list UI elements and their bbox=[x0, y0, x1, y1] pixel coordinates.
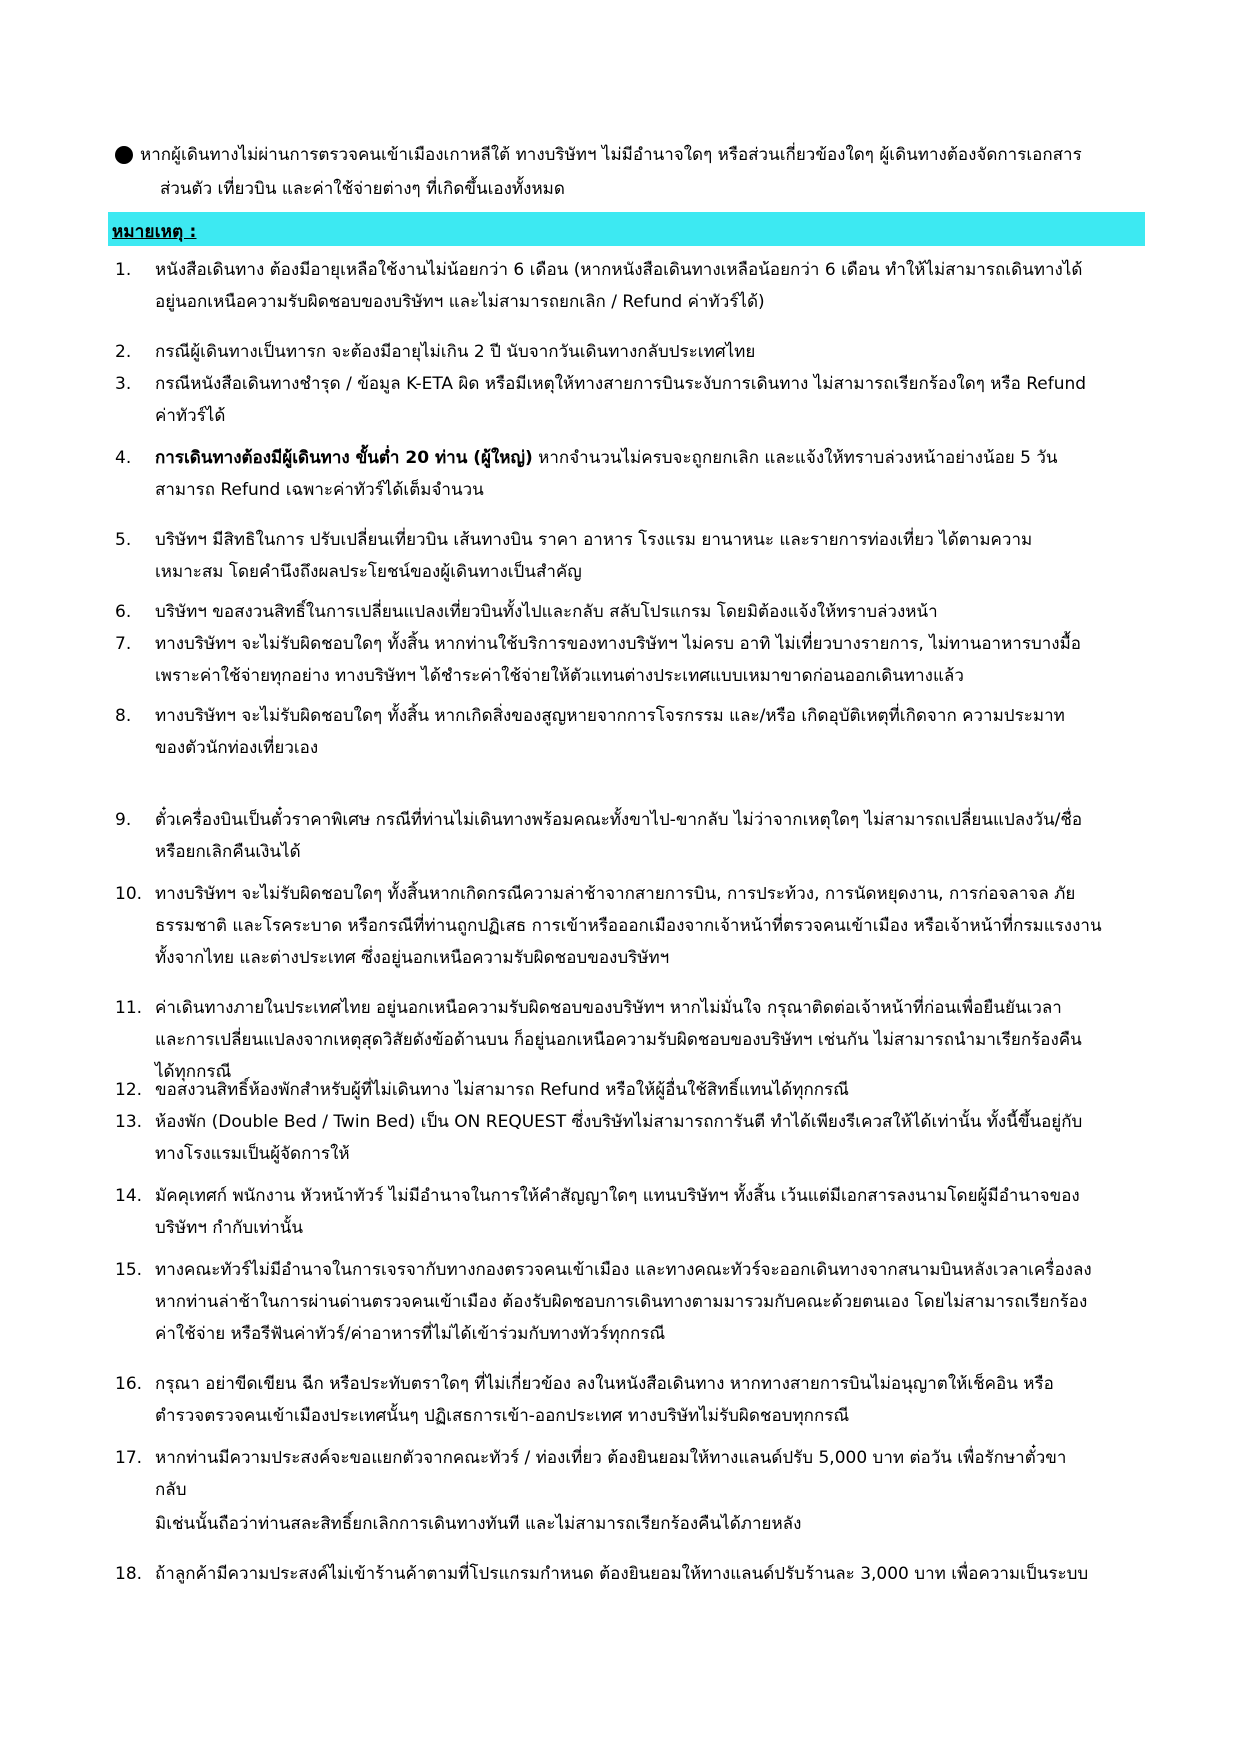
remark-line: ทางบริษัทฯ จะไม่รับผิดชอบใดๆ ทั้งสิ้น หากท่านใช้บริการของทางบริษัทฯ ไม่ครบ อาทิ ไม่เที่ยวบางรายการ, ไม่ทานอาหารบางมื้อ bbox=[155, 634, 1082, 654]
remark-line: มัคคุเทศก์ พนักงาน หัวหน้าทัวร์ ไม่มีอำนาจในการให้คำสัญญาใดๆ แทนบริษัทฯ ทั้งสิ้น เว้นแต่มีเอกสารลงนามโดยผู้มีอำนาจของ bbox=[155, 1186, 1080, 1206]
remark-item bbox=[115, 1254, 1145, 1350]
remark-item bbox=[115, 804, 1145, 868]
remark-item bbox=[115, 336, 1145, 368]
remark-line: ของตัวนักท่องเที่ยวเอง bbox=[155, 738, 319, 758]
remark-line: หากท่านล่าช้าในการผ่านด่านตรวจคนเข้าเมือง ต้องรับผิดชอบการเดินทางตามมารวมกับคณะด้วยตนเอง โดยไม่สามารถเรียกร้อง bbox=[155, 1292, 1088, 1312]
remark-line: บริษัทฯ ขอสงวนสิทธิ์ในการเปลี่ยนแปลงเที่ยวบินทั้งไปและกลับ สลับโปรแกรม โดยมิต้องแจ้งให้ทราบล่วงหน้า bbox=[155, 602, 938, 622]
remark-item bbox=[115, 628, 1145, 692]
remark-line: หรือยกเลิกคืนเงินได้ bbox=[155, 842, 301, 862]
remark-line: หากท่านมีความประสงค์จะขอแยกตัวจากคณะทัวร์ / ท่องเที่ยว ต้องยินยอมให้ทางแลนด์ปรับ 5,000 บาท ต่อวัน เพื่อรักษาตั๋วขา bbox=[155, 1448, 1067, 1468]
note-banner bbox=[108, 212, 1145, 246]
remark-line bbox=[155, 442, 1145, 474]
remark-number: 17. bbox=[115, 1448, 143, 1468]
remark-line: อยู่นอกเหนือความรับผิดชอบของบริษัทฯ และไม่สามารถยกเลิก / Refund ค่าทัวร์ได้) bbox=[155, 292, 765, 312]
remark-number: 4. bbox=[115, 448, 132, 468]
remark-number: 10. bbox=[115, 884, 143, 904]
remark-bold-text: การเดินทางต้องมีผู้เดินทาง ขั้นต่ำ 20 ท่าน (ผู้ใหญ่) bbox=[155, 448, 533, 468]
remark-line: ห้องพัก (Double Bed / Twin Bed) เป็น ON REQUEST ซึ่งบริษัทไม่สามารถการันตี ทำได้เพียงรีเควสให้ได้เท่านั้น ทั้งนี้ขึ้นอยู่กับ bbox=[155, 1112, 1083, 1132]
remark-line: สามารถ Refund เฉพาะค่าทัวร์ได้เต็มจำนวน bbox=[155, 480, 484, 500]
remark-line: เพราะค่าใช้จ่ายทุกอย่าง ทางบริษัทฯ ได้ชำระค่าใช้จ่ายให้ตัวแทนต่างประเทศแบบเหมาขาดก่อนออกเดินทางแล้ว bbox=[155, 666, 964, 686]
remark-line: ค่าทัวร์ได้ bbox=[155, 406, 226, 426]
remark-item bbox=[115, 254, 1145, 318]
remark-line: ขอสงวนสิทธิ์ห้องพักสำหรับผู้ที่ไม่เดินทาง ไม่สามารถ Refund หรือให้ผู้อื่นใช้สิทธิ์แทนได้ทุกกรณี bbox=[155, 1080, 849, 1100]
remark-item bbox=[115, 442, 1145, 506]
remark-item bbox=[115, 368, 1145, 432]
remark-line: ทางบริษัทฯ จะไม่รับผิดชอบใดๆ ทั้งสิ้นหากเกิดกรณีความล่าช้าจากสายการบิน, การประท้วง, การนัดหยุดงาน, การก่อจลาจล ภัย bbox=[155, 884, 1076, 904]
remark-line: หนังสือเดินทาง ต้องมีอายุเหลือใช้งานไม่น้อยกว่า 6 เดือน (หากหนังสือเดินทางเหลือน้อยกว่า 6 เดือน ทำให้ไม่สามารถเดินทางได้ bbox=[155, 260, 1083, 280]
remark-number: 13. bbox=[115, 1112, 143, 1132]
remark-number: 15. bbox=[115, 1260, 143, 1280]
remark-line: ถ้าลูกค้ามีความประสงค์ไม่เข้าร้านค้าตามที่โปรแกรมกำหนด ต้องยินยอมให้ทางแลนด์ปรับร้านละ 3,000 บาท เพื่อความเป็นระบบ bbox=[155, 1564, 1089, 1584]
remark-line: กรณีผู้เดินทางเป็นทารก จะต้องมีอายุไม่เกิน 2 ปี นับจากวันเดินทางกลับประเทศไทย bbox=[155, 342, 756, 362]
remark-line: กรุณา อย่าขีดเขียน ฉีก หรือประทับตราใดๆ ที่ไม่เกี่ยวข้อง ลงในหนังสือเดินทาง หากทางสายการบินไม่อนุญาตให้เช็คอิน หรือ bbox=[155, 1374, 1054, 1394]
remark-item bbox=[115, 1180, 1145, 1244]
intro-bullet bbox=[115, 138, 1145, 206]
remark-number: 11. bbox=[115, 998, 143, 1018]
remark-item bbox=[115, 1106, 1145, 1170]
remark-number: 3. bbox=[115, 374, 132, 394]
bullet-icon bbox=[115, 146, 133, 164]
remark-number: 7. bbox=[115, 634, 132, 654]
remark-number: 5. bbox=[115, 530, 132, 550]
remark-line: และการเปลี่ยนแปลงจากเหตุสุดวิสัยดังข้อด้านบน ก็อยู่นอกเหนือความรับผิดชอบของบริษัทฯ เช่นกัน ไม่สามารถนำมาเรียกร้องคืน bbox=[155, 1030, 1082, 1050]
remark-item bbox=[115, 700, 1145, 764]
remark-line: กลับ bbox=[155, 1480, 187, 1500]
remark-line: ตั๋วเครื่องบินเป็นตั๋วราคาพิเศษ กรณีที่ท่านไม่เดินทางพร้อมคณะทั้งขาไป-ขากลับ ไม่ว่าจากเหตุใดๆ ไม่สามารถเปลี่ยนแปลงวัน/ชื่อ bbox=[155, 810, 1083, 830]
remark-number: 6. bbox=[115, 602, 132, 622]
remark-line: ทางบริษัทฯ จะไม่รับผิดชอบใดๆ ทั้งสิ้น หากเกิดสิ่งของสูญหายจากการโจรกรรม และ/หรือ เกิดอุบัติเหตุที่เกิดจาก ความประมาท bbox=[155, 706, 1065, 726]
remark-number: 2. bbox=[115, 342, 132, 362]
remark-line: มิเช่นนั้นถือว่าท่านสละสิทธิ์ยกเลิกการเดินทางทันที และไม่สามารถเรียกร้องคืนได้ภายหลัง bbox=[155, 1514, 802, 1534]
remark-item bbox=[115, 1442, 1145, 1540]
remark-line: บริษัทฯ มีสิทธิในการ ปรับเปลี่ยนเที่ยวบิน เส้นทางบิน ราคา อาหาร โรงแรม ยานาหนะ และรายการท่องเที่ยว ได้ตามความ bbox=[155, 530, 1033, 550]
intro-line-1: หากผู้เดินทางไม่ผ่านการตรวจคนเข้าเมืองเกาหลีใต้ ทางบริษัทฯ ไม่มีอำนาจใดๆ หรือส่วนเกี่ยวข้องใดๆ ผู้เดินทางต้องจัดการเอกสาร bbox=[140, 145, 1082, 165]
remark-line: ได้ทุกกรณี bbox=[155, 1062, 232, 1082]
intro-line-2: ส่วนตัว เที่ยวบิน และค่าใช้จ่ายต่างๆ ที่เกิดขึ้นเองทั้งหมด bbox=[160, 179, 565, 199]
remark-line: ทางคณะทัวร์ไม่มีอำนาจในการเจรจากับทางกองตรวจคนเข้าเมือง และทางคณะทัวร์จะออกเดินทางจากสนามบินหลังเวลาเครื่องลง bbox=[155, 1260, 1092, 1280]
note-label: หมายเหตุ : bbox=[112, 222, 197, 242]
remark-number: 8. bbox=[115, 706, 132, 726]
remark-number: 14. bbox=[115, 1186, 143, 1206]
remark-item bbox=[115, 596, 1145, 628]
remark-line: ทั้งจากไทย และต่างประเทศ ซึ่งอยู่นอกเหนือความรับผิดชอบของบริษัทฯ bbox=[155, 948, 670, 968]
remark-line: เหมาะสม โดยคำนึงถึงผลประโยชน์ของผู้เดินทางเป็นสำคัญ bbox=[155, 562, 582, 582]
remark-line: ตำรวจตรวจคนเข้าเมืองประเทศนั้นๆ ปฏิเสธการเข้า-ออกประเทศ ทางบริษัทไม่รับผิดชอบทุกกรณี bbox=[155, 1406, 850, 1426]
remark-text: หากจำนวนไม่ครบจะถูกยกเลิก และแจ้งให้ทราบล่วงหน้าอย่างน้อย 5 วัน bbox=[532, 448, 1058, 468]
remark-line: ค่าใช้จ่าย หรือรีฟันค่าทัวร์/ค่าอาหารที่ไม่ได้เข้าร่วมกับทางทัวร์ทุกกรณี bbox=[155, 1324, 666, 1344]
remark-item bbox=[115, 878, 1145, 974]
remark-line: บริษัทฯ กำกับเท่านั้น bbox=[155, 1218, 304, 1238]
remark-line: ค่าเดินทางภายในประเทศไทย อยู่นอกเหนือความรับผิดชอบของบริษัทฯ หากไม่มั่นใจ กรุณาติดต่อเจ้าหน้าที่ก่อนเพื่อยืนยันเวลา bbox=[155, 998, 1062, 1018]
remark-item bbox=[115, 1558, 1145, 1590]
remark-number: 1. bbox=[115, 260, 132, 280]
remark-item bbox=[115, 1368, 1145, 1432]
remark-number: 12. bbox=[115, 1080, 143, 1100]
remark-line: ทางโรงแรมเป็นผู้จัดการให้ bbox=[155, 1144, 350, 1164]
remark-item bbox=[115, 524, 1145, 588]
remark-line: ธรรมชาติ และโรคระบาด หรือกรณีที่ท่านถูกปฏิเสธ การเข้าหรือออกเมืองจากเจ้าหน้าที่ตรวจคนเข้าเมือง หรือเจ้าหน้าที่กรมแรงงาน bbox=[155, 916, 1102, 936]
remark-line: กรณีหนังสือเดินทางชำรุด / ข้อมูล K-ETA ผิด หรือมีเหตุให้ทางสายการบินระงับการเดินทาง ไม่สามารถเรียกร้องใดๆ หรือ Refund bbox=[155, 374, 1087, 394]
remark-number: 16. bbox=[115, 1374, 143, 1394]
remark-number: 18. bbox=[115, 1564, 143, 1584]
remark-number: 9. bbox=[115, 810, 132, 830]
remark-item bbox=[115, 1074, 1145, 1106]
